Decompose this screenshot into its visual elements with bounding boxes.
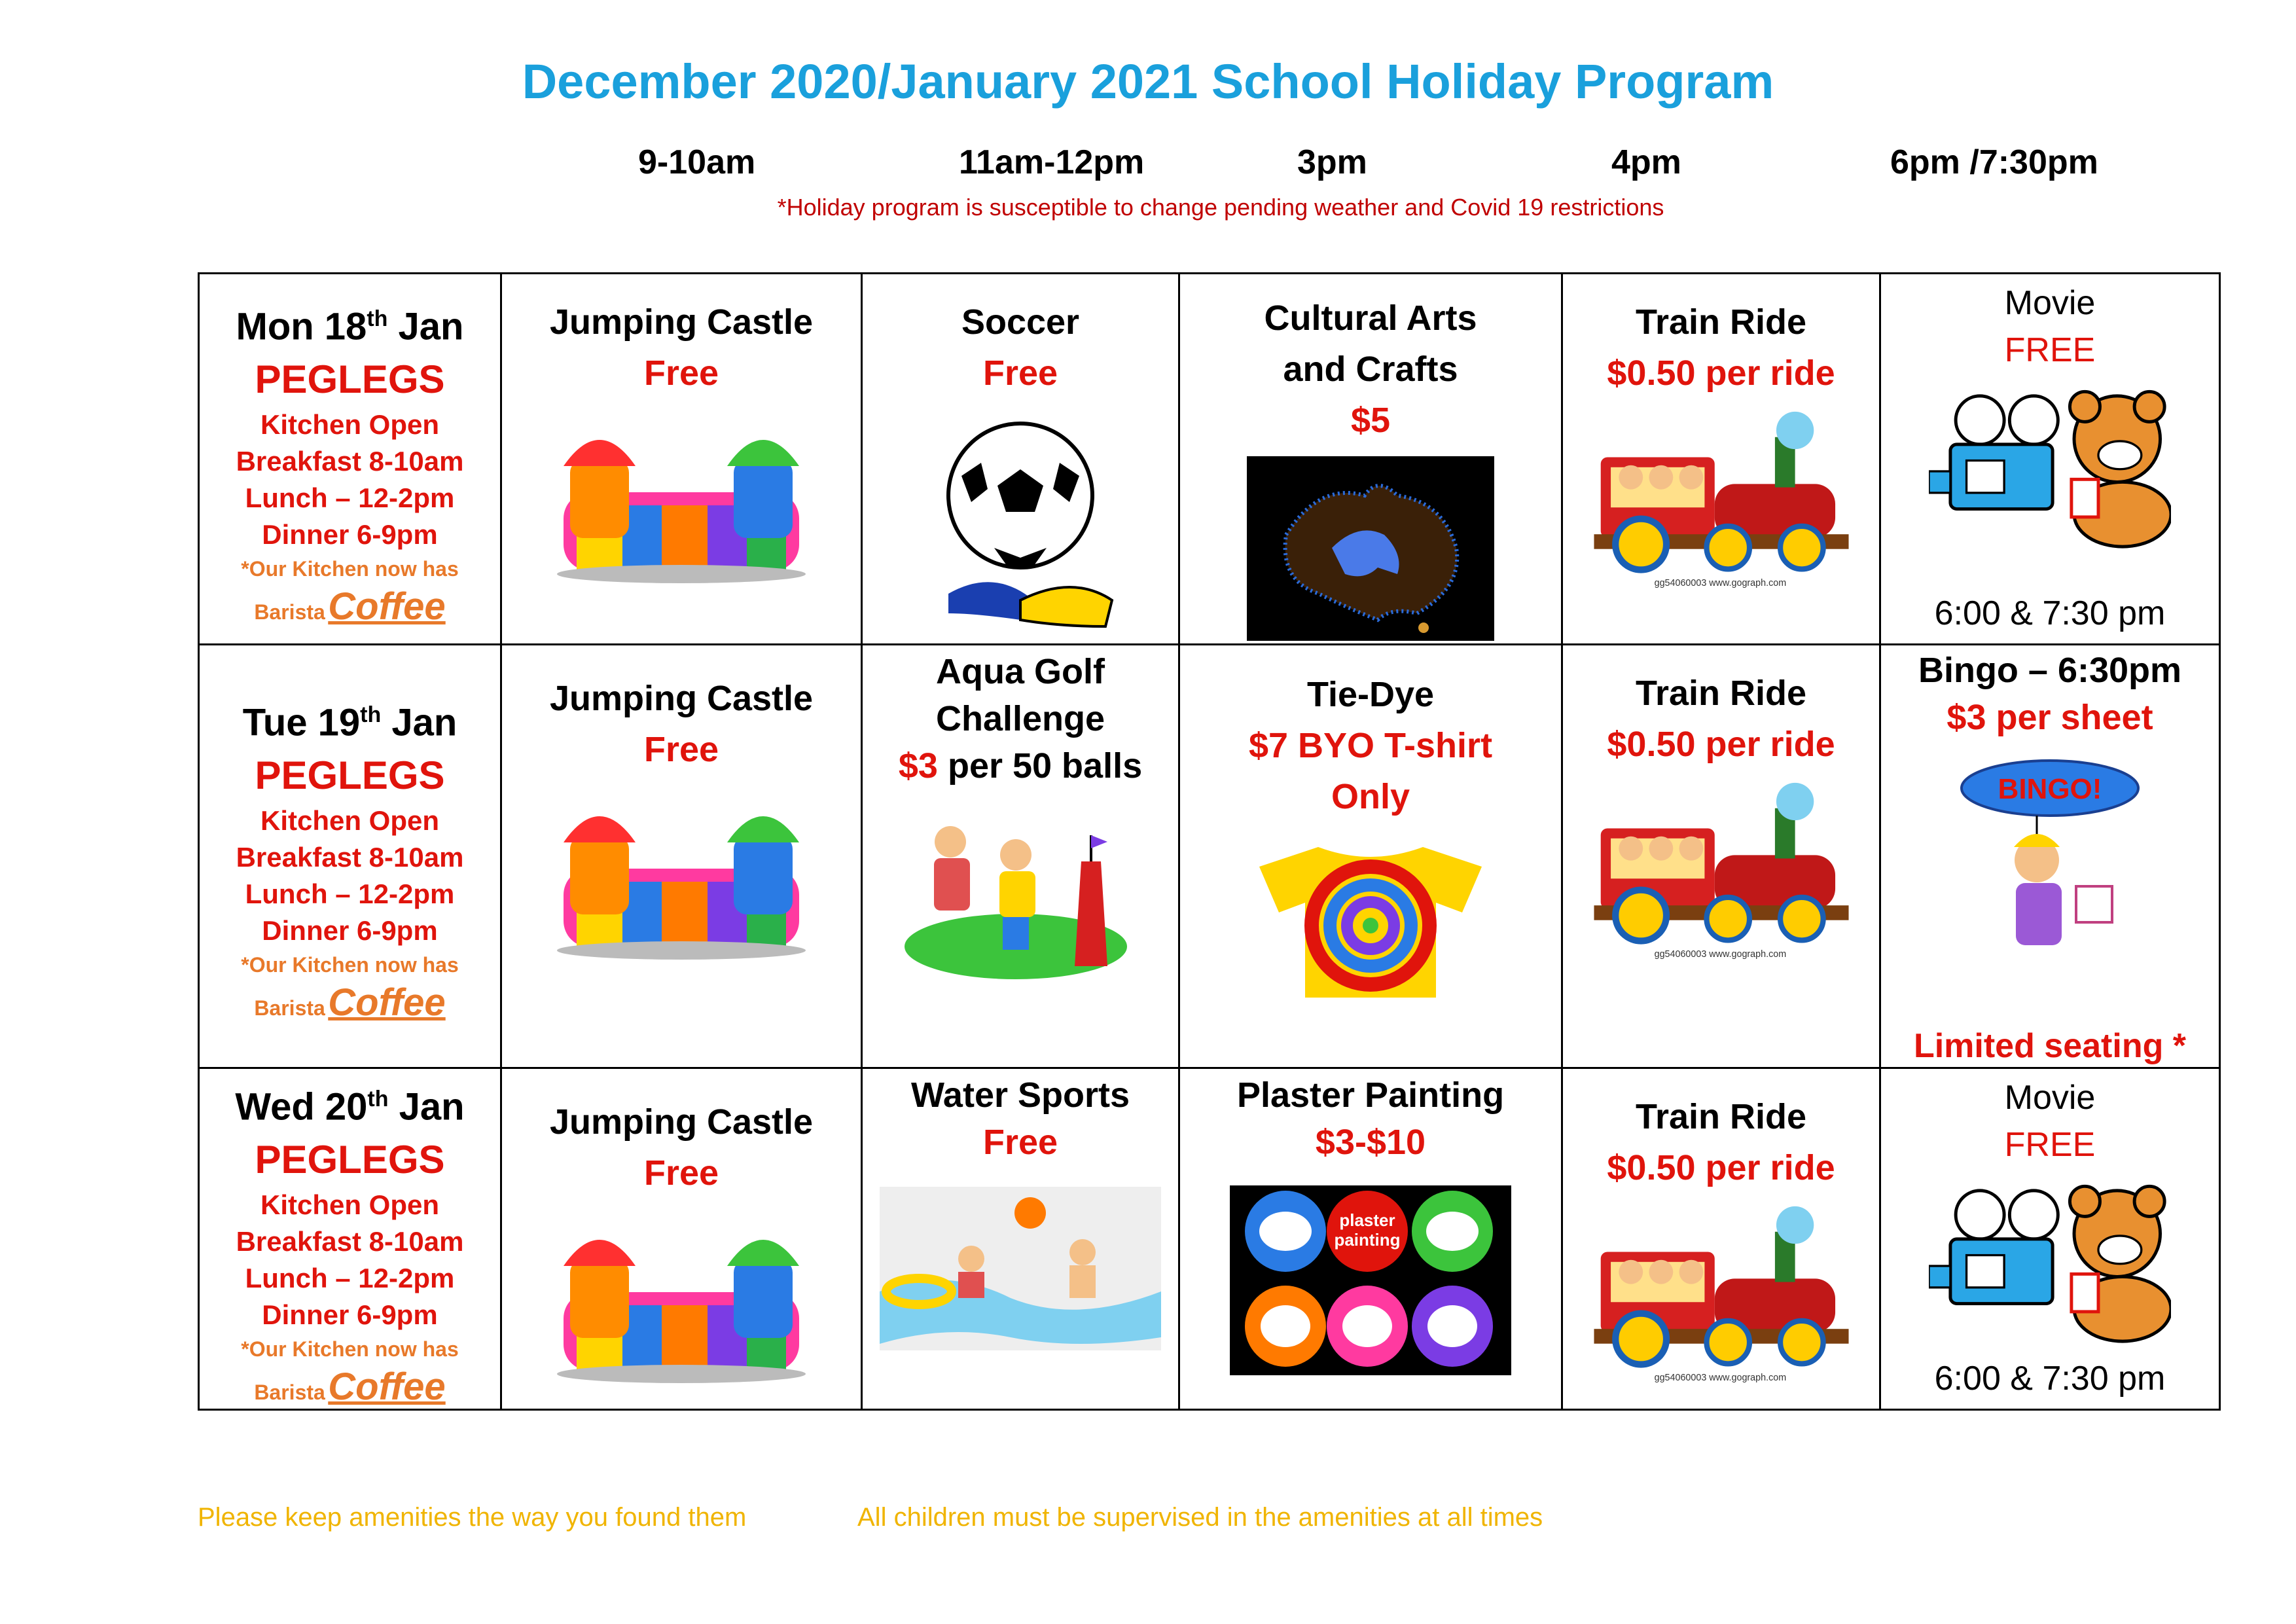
footer-amenities-note: Please keep amenities the way you found them	[198, 1503, 747, 1532]
train-image	[1581, 1204, 1862, 1387]
activity-title: Water Sports	[910, 1075, 1130, 1115]
bingo-sign-text: BINGO!	[1998, 773, 2102, 805]
day-label: Mon 18th Jan	[236, 305, 464, 348]
activity-title: Soccer	[961, 302, 1080, 342]
activity-title: Bingo – 6:30pm	[1918, 651, 2182, 690]
day-label: Wed 20th Jan	[235, 1085, 465, 1128]
activity-title: Train Ride	[1635, 302, 1807, 342]
activity-cell	[862, 645, 1179, 1068]
activity-title: Jumping Castle	[549, 302, 814, 342]
breakfast-hours: Breakfast 8-10am	[236, 446, 464, 477]
activity-cell	[1179, 645, 1562, 1068]
kitchen-note: *Our Kitchen now has	[241, 953, 459, 977]
activity-price-line-2: Only	[1331, 777, 1410, 816]
jumping-castle-image	[550, 417, 812, 587]
breakfast-hours: Breakfast 8-10am	[236, 1226, 464, 1257]
activity-cell	[501, 645, 862, 1068]
schedule-row-wed	[199, 1068, 2220, 1410]
activity-title: Train Ride	[1635, 1097, 1807, 1136]
time-slot-3: 3pm	[1297, 143, 1367, 181]
schedule-row-mon	[199, 274, 2220, 645]
venue-name: PEGLEGS	[255, 1138, 445, 1182]
activity-price: Free	[643, 353, 719, 393]
dinner-hours: Dinner 6-9pm	[262, 1299, 438, 1331]
movie-bear-image	[1929, 383, 2171, 560]
activity-title: Jumping Castle	[549, 679, 814, 718]
activity-price: Free	[643, 730, 719, 769]
activity-cell	[501, 274, 862, 645]
image-watermark: gg54060003 www.gograph.com	[1654, 1373, 1786, 1384]
movie-times: 6:00 & 7:30 pm	[1934, 1360, 2166, 1398]
kitchen-note: *Our Kitchen now has	[241, 1337, 459, 1362]
lunch-hours: Lunch – 12-2pm	[245, 878, 455, 910]
venue-name: PEGLEGS	[255, 753, 445, 798]
water-sports-image	[880, 1187, 1161, 1350]
schedule-row-tue	[199, 645, 2220, 1068]
lunch-hours: Lunch – 12-2pm	[245, 1263, 455, 1294]
activity-title: Jumping Castle	[549, 1102, 814, 1142]
jumping-castle-image	[550, 793, 812, 964]
activity-title: Movie	[2004, 1079, 2096, 1117]
dinner-hours: Dinner 6-9pm	[262, 519, 438, 550]
limited-seating-note: Limited seating *	[1913, 1027, 2187, 1065]
activity-cell	[1880, 645, 2220, 1068]
day-cell	[199, 1068, 501, 1410]
plaster-painting-image	[1230, 1185, 1511, 1375]
barista-label: Barista	[254, 600, 325, 624]
day-cell	[199, 274, 501, 645]
soccer-image	[922, 417, 1119, 633]
aboriginal-art-image	[1247, 456, 1494, 641]
activity-price: $0.50 per ride	[1607, 353, 1835, 393]
activity-title: Aqua Golf	[936, 652, 1105, 691]
activity-cell	[1562, 645, 1880, 1068]
dinner-hours: Dinner 6-9pm	[262, 915, 438, 947]
coffee-label: Coffee	[328, 1365, 446, 1409]
schedule-table	[198, 272, 2221, 1411]
page-title: December 2020/January 2021 School Holiday Program	[522, 54, 1774, 109]
activity-cell	[862, 274, 1179, 645]
activity-title: Plaster Painting	[1236, 1075, 1505, 1115]
footer-supervision-note: All children must be supervised in the amenities at all times	[857, 1503, 1543, 1532]
kitchen-open: Kitchen Open	[260, 409, 440, 441]
painting-label: painting	[1334, 1230, 1401, 1250]
barista-label: Barista	[254, 996, 325, 1020]
venue-name: PEGLEGS	[255, 357, 445, 402]
activity-cell	[1179, 1068, 1562, 1410]
kitchen-note: *Our Kitchen now has	[241, 557, 459, 581]
activity-price: $3 per sheet	[1946, 698, 2153, 737]
activity-cell	[1562, 1068, 1880, 1410]
activity-cell	[1880, 274, 2220, 645]
kitchen-open: Kitchen Open	[260, 1189, 440, 1221]
plaster-label: plaster	[1339, 1210, 1395, 1230]
activity-title: Tie-Dye	[1306, 675, 1435, 714]
activity-title: Movie	[2004, 284, 2096, 322]
activity-title: Cultural Arts	[1264, 298, 1477, 338]
activity-price: $3-$10	[1315, 1123, 1426, 1162]
activity-cell	[501, 1068, 862, 1410]
activity-price: FREE	[2004, 1126, 2096, 1164]
activity-title: Train Ride	[1635, 674, 1807, 713]
time-slot-5: 6pm /7:30pm	[1890, 143, 2098, 181]
activity-price: FREE	[2004, 331, 2096, 369]
movie-times: 6:00 & 7:30 pm	[1934, 594, 2166, 632]
kitchen-open: Kitchen Open	[260, 805, 440, 837]
activity-cell	[862, 1068, 1179, 1410]
aqua-golf-image	[905, 816, 1136, 981]
activity-price: $0.50 per ride	[1607, 725, 1835, 764]
coffee-label: Coffee	[328, 981, 446, 1024]
activity-price: Free	[982, 1123, 1058, 1162]
activity-price: $0.50 per ride	[1607, 1148, 1835, 1187]
activity-price: Free	[982, 353, 1058, 393]
day-cell	[199, 645, 501, 1068]
bingo-image	[1958, 755, 2142, 965]
activity-title-line-2: and Crafts	[1283, 350, 1458, 389]
barista-label: Barista	[254, 1380, 325, 1405]
image-watermark: gg54060003 www.gograph.com	[1654, 949, 1786, 960]
time-slot-4: 4pm	[1611, 143, 1681, 181]
time-slot-1: 9-10am	[638, 143, 756, 181]
activity-price: $3 per 50 balls	[898, 746, 1143, 785]
lunch-hours: Lunch – 12-2pm	[245, 482, 455, 514]
activity-price: $5	[1350, 401, 1391, 440]
activity-cell	[1562, 274, 1880, 645]
time-slot-2: 11am-12pm	[959, 143, 1145, 181]
tie-dye-shirt-image	[1246, 840, 1495, 1001]
train-image	[1581, 409, 1862, 592]
train-image	[1581, 780, 1862, 964]
activity-price: $7 BYO T-shirt	[1248, 726, 1493, 765]
program-notice: *Holiday program is susceptible to change pending weather and Covid 19 restrictions	[777, 194, 1664, 221]
image-watermark: gg54060003 www.gograph.com	[1654, 578, 1786, 589]
jumping-castle-image	[550, 1217, 812, 1387]
breakfast-hours: Breakfast 8-10am	[236, 842, 464, 873]
coffee-label: Coffee	[328, 585, 446, 628]
activity-price: Free	[643, 1153, 719, 1193]
activity-cell	[1880, 1068, 2220, 1410]
activity-title-line-2: Challenge	[935, 699, 1105, 738]
movie-bear-image	[1929, 1178, 2171, 1354]
activity-cell	[1179, 274, 1562, 645]
day-label: Tue 19th Jan	[242, 701, 457, 744]
